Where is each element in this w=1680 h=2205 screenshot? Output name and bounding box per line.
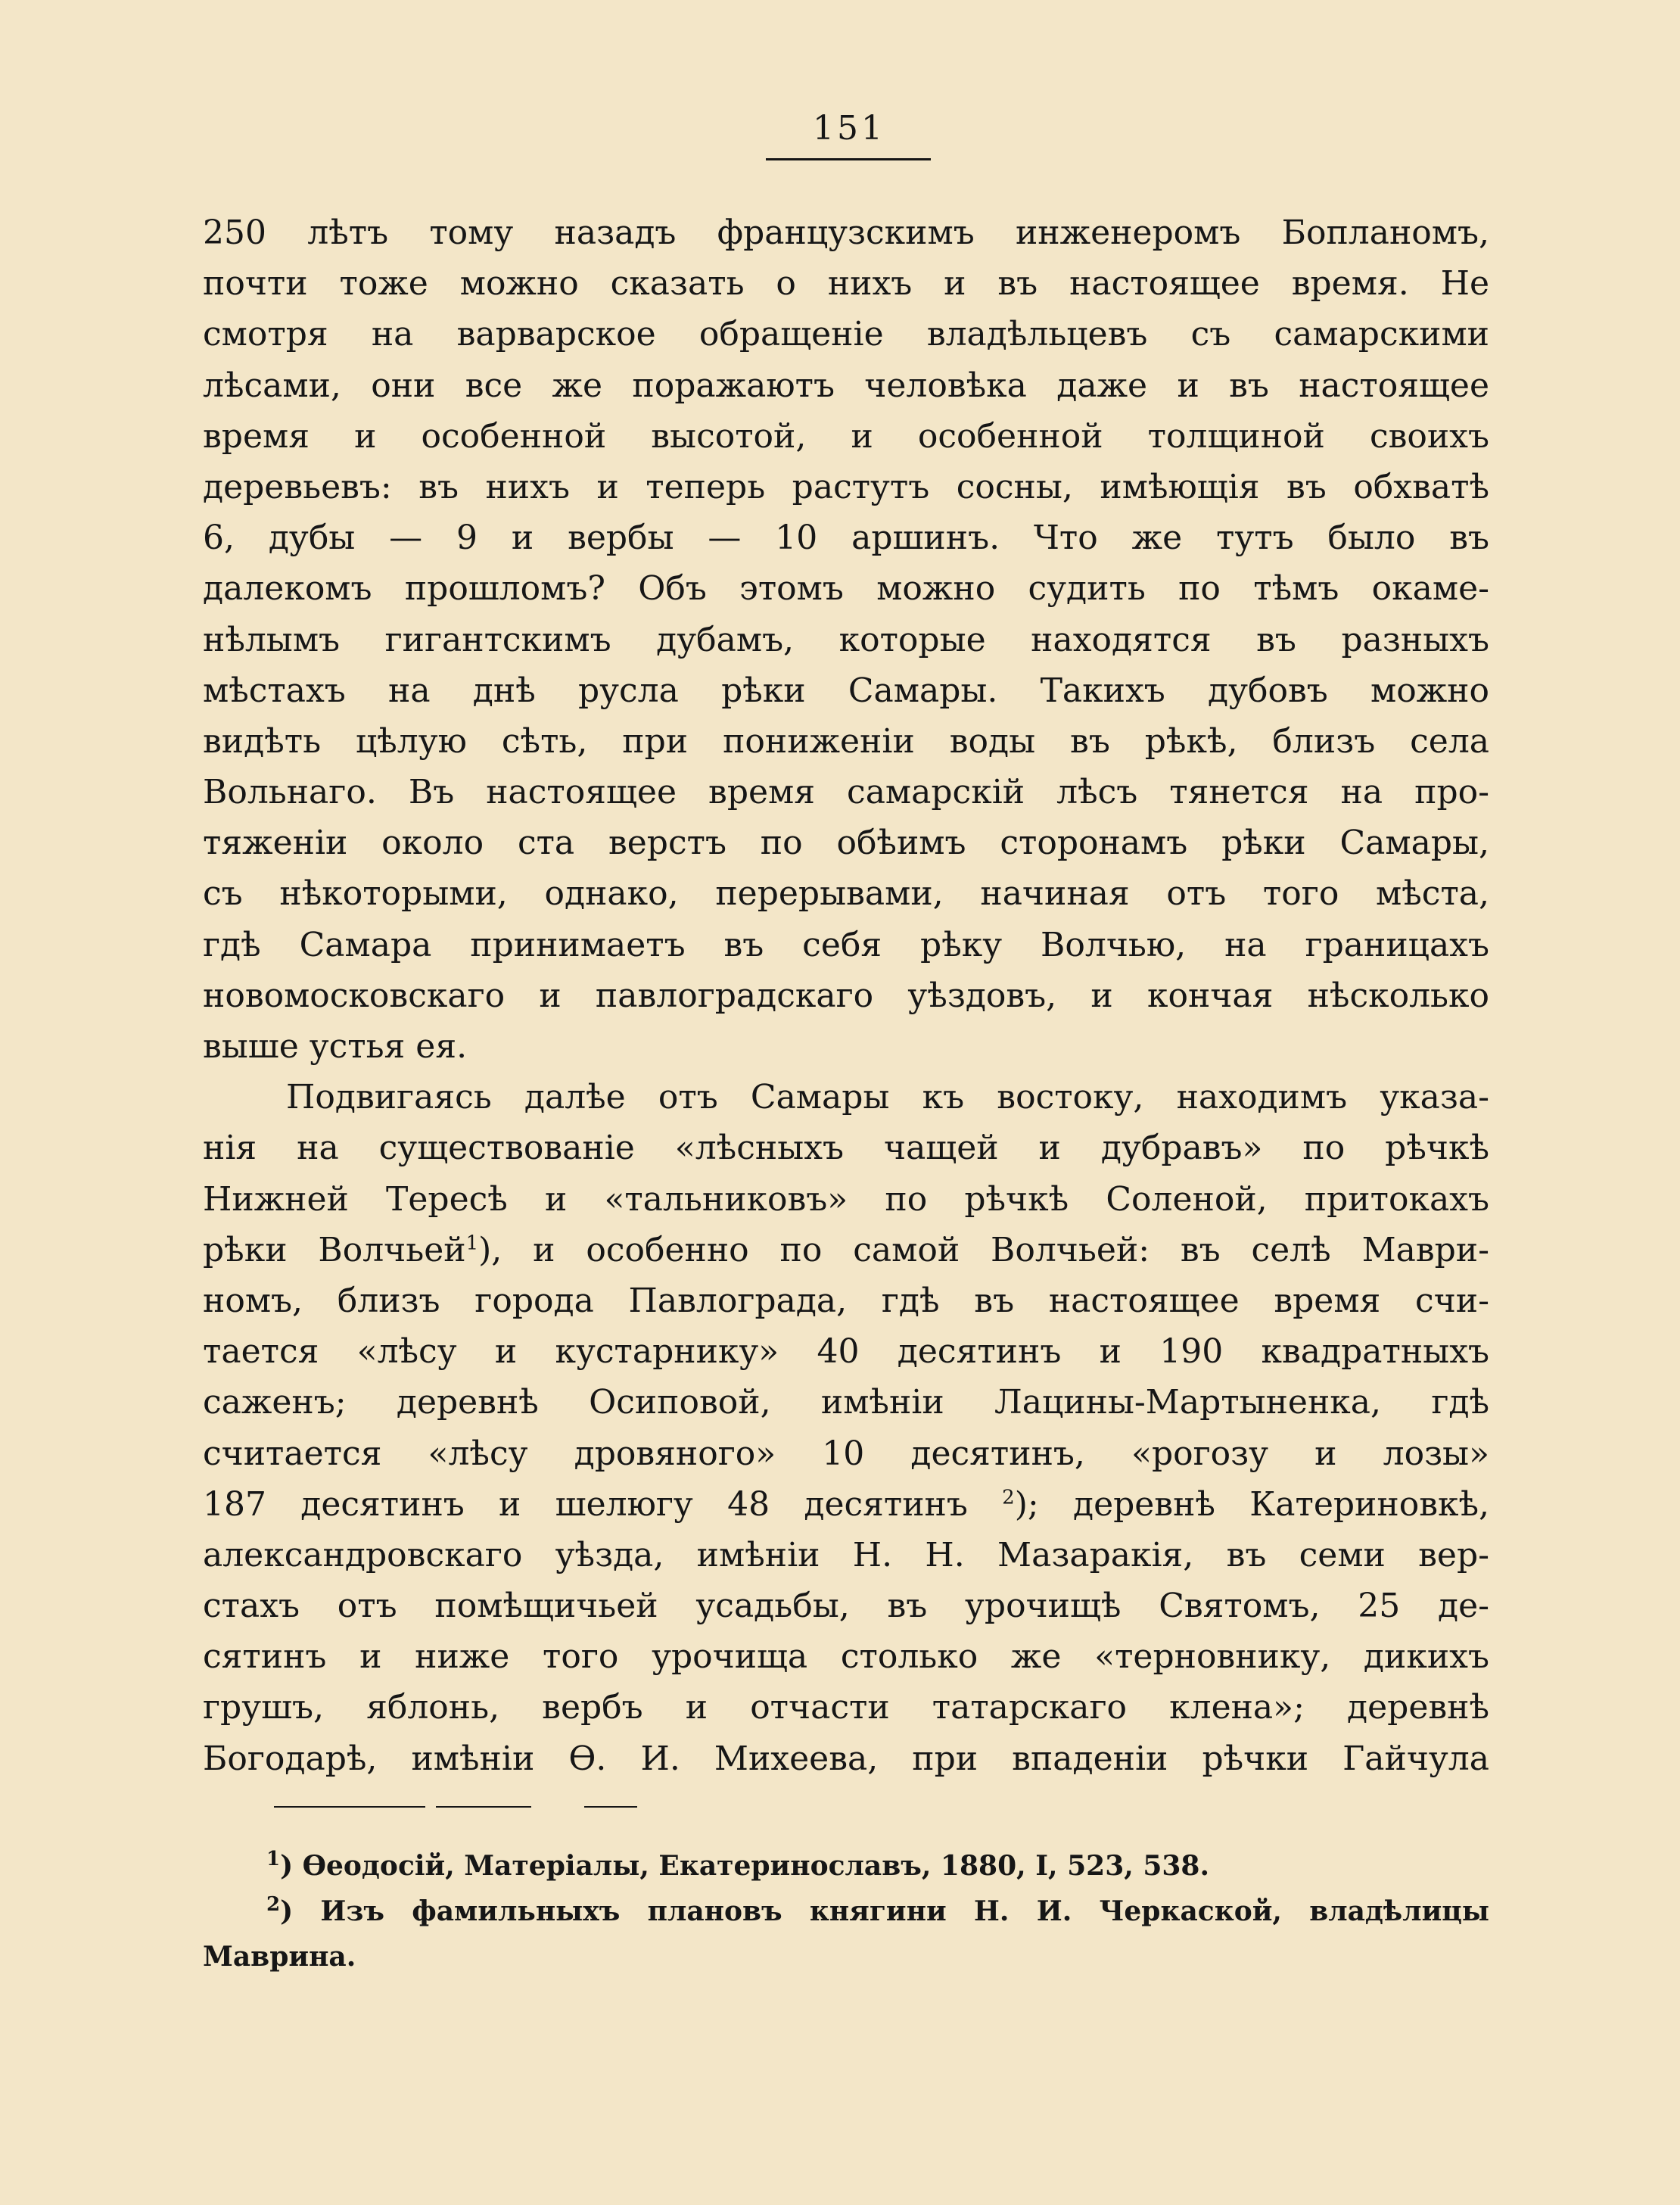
footnotes — [203, 1843, 1489, 1979]
footnote-2-continuation: Маврина. — [203, 1941, 356, 1973]
text-line: далекомъ прошломъ? Объ этомъ можно судить по тѣмъ окаме- — [203, 569, 1489, 609]
text-line: видѣть цѣлую сѣть, при пониженіи воды въ рѣкѣ, близъ села — [203, 721, 1489, 761]
footnote-text: ) Изъ фамильныхъ плановъ княгини Н. И. Черкаской, владѣлицы — [280, 1895, 1489, 1927]
text-line: мѣстахъ на днѣ русла рѣки Самары. Такихъ дубовъ можно — [203, 671, 1489, 710]
footnote-reference: 1 — [465, 1232, 479, 1255]
text-line: сятинъ и ниже того урочища столько же «терновнику, дикихъ — [203, 1637, 1489, 1677]
text-line: 6, дубы — 9 и вербы — 10 аршинъ. Что же тутъ было въ — [203, 519, 1489, 558]
text-span: рѣки Волчьей — [203, 1230, 466, 1269]
text-line: лѣсами, они все же поражаютъ человѣка даже и въ настоящее — [203, 366, 1489, 405]
text-line: считается «лѣсу дровяного» 10 десятинъ, «рогозу и лозы» — [203, 1434, 1489, 1473]
text-line: Вольнаго. Въ настоящее время самарскій лѣсъ тянется на про- — [203, 773, 1489, 812]
text-line: тяженіи около ста верстъ по обѣимъ сторонамъ рѣки Самары, — [203, 824, 1489, 863]
text-line: гдѣ Самара принимаетъ въ себя рѣку Волчью, на границахъ — [203, 925, 1489, 964]
text-span: 187 десятинъ и шелюгу 48 десятинъ — [203, 1484, 1003, 1524]
text-line: саженъ; деревнѣ Осиповой, имѣніи Лацины-Мартыненка, гдѣ — [203, 1383, 1489, 1422]
page-number-rule — [766, 158, 931, 160]
text-line: 250 лѣтъ тому назадъ французскимъ инженеромъ Бопланомъ, — [203, 213, 1489, 252]
text-span: ); деревнѣ Катериновкѣ, — [1014, 1484, 1489, 1524]
text-line: александровскаго уѣзда, имѣніи Н. Н. Мазаракія, въ семи вер- — [203, 1535, 1489, 1574]
text-line — [203, 1479, 1489, 1530]
footnote-mark: 2 — [266, 1893, 281, 1916]
text-line: деревьевъ: въ нихъ и теперь растутъ сосны, имѣющія въ обхватѣ — [203, 467, 1489, 506]
text-line: грушъ, яблонь, вербъ и отчасти татарскаго клена»; деревнѣ — [203, 1688, 1489, 1727]
text-line: нія на существованіе «лѣсныхъ чащей и дубравъ» по рѣчкѣ — [203, 1129, 1489, 1168]
footnote-2 — [203, 1889, 1489, 1934]
text-line: Нижней Тересѣ и «тальниковъ» по рѣчкѣ Соленой, притокахъ — [203, 1179, 1489, 1219]
text-line: почти тоже можно сказать о нихъ и въ настоящее время. Не — [203, 264, 1489, 304]
text-line: съ нѣкоторыми, однако, перерывами, начиная отъ того мѣста, — [203, 874, 1489, 914]
text-line: номъ, близъ города Павлограда, гдѣ въ настоящее время счи- — [203, 1281, 1489, 1320]
footnote-reference: 2 — [1002, 1486, 1015, 1509]
text-line — [203, 1225, 1489, 1275]
footnote-mark: 1 — [266, 1848, 281, 1870]
text-line: выше устья ея. — [203, 1027, 468, 1066]
text-line: нѣлымъ гигантскимъ дубамъ, которые находятся въ разныхъ — [203, 620, 1489, 659]
footnote-text: ) Ѳеодосій, Матеріалы, Екатеринославъ, 1880, I, 523, 538. — [280, 1850, 1209, 1882]
footnote-separator — [274, 1806, 637, 1808]
text-line: тается «лѣсу и кустарнику» 40 десятинъ и 190 квадратныхъ — [203, 1332, 1489, 1372]
page-number: 151 — [813, 109, 885, 148]
text-line: смотря на варварское обращеніе владѣльцевъ съ самарскими — [203, 315, 1489, 354]
text-span: ), и особенно по самой Волчьей: въ селѣ Маври- — [478, 1230, 1489, 1269]
text-line: новомосковскаго и павлоградскаго уѣздовъ, и кончая нѣсколько — [203, 976, 1489, 1015]
text-line: Подвигаясь далѣе отъ Самары къ востоку, находимъ указа- — [286, 1078, 1489, 1117]
text-line: Богодарѣ, имѣніи Ѳ. И. Михеева, при впаденіи рѣчки Гайчула — [203, 1739, 1489, 1778]
text-line: стахъ отъ помѣщичьей усадьбы, въ урочищѣ Святомъ, 25 де- — [203, 1587, 1489, 1626]
body-text — [203, 207, 1489, 1784]
footnote-1 — [203, 1843, 1489, 1889]
text-line: время и особенной высотой, и особенной толщиной своихъ — [203, 416, 1489, 456]
